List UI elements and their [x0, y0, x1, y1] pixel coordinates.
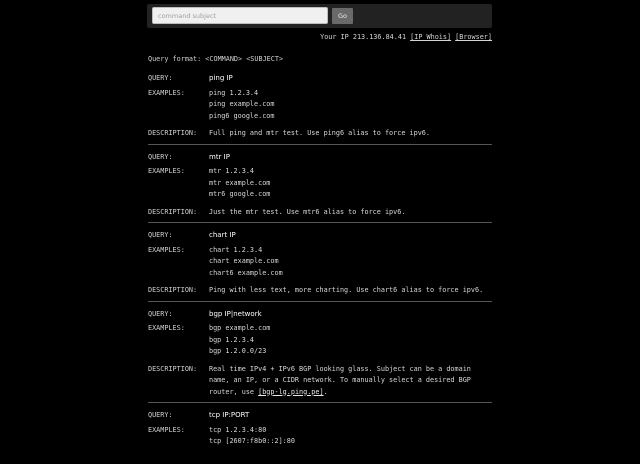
examples-label: EXAMPLES: [148, 88, 185, 97]
description-text: Full ping and mtr test. Use ping6 alias to force ipv6. [209, 129, 430, 137]
query-format-text: Query format: <COMMAND> <SUBJECT> [148, 55, 284, 63]
description-end: . [323, 387, 328, 396]
bgp-lg-link[interactable]: [bgp-lg.ping.pe] [258, 387, 324, 396]
description-text: Ping with less text, more charting. Use chart6 alias to force ipv6. [209, 286, 484, 294]
example-line: mtr example.com [209, 178, 271, 187]
example-line: mtr6 google.com [209, 190, 271, 198]
command-block-mtr [148, 151, 492, 224]
description-label: DESCRIPTION: [148, 286, 198, 294]
query-label: QUERY: [148, 74, 173, 82]
example-line: tcp [2607:f8b0::2]:80 [209, 437, 295, 445]
description-label: DESCRIPTION: [148, 129, 198, 137]
example-line: chart example.com [209, 257, 279, 265]
examples-list [209, 245, 492, 280]
examples-label: EXAMPLES: [148, 425, 185, 434]
query-value: ping IP [209, 74, 233, 82]
examples-list [209, 166, 492, 201]
command-block-tcp [148, 409, 492, 458]
example-line: ping 1.2.3.4 [209, 88, 259, 97]
example-line: mtr 1.2.3.4 [209, 167, 255, 175]
description-text: Just the mtr test. Use mtr6 alias to force ipv6. [209, 207, 406, 216]
example-line: tcp 1.2.3.4:80 [209, 425, 267, 434]
ip-whois-link[interactable]: [IP Whois] [410, 33, 452, 41]
example-line: bgp example.com [209, 324, 271, 332]
description-label: DESCRIPTION: [148, 207, 198, 216]
go-button[interactable]: Go [332, 8, 353, 24]
query-label: QUERY: [148, 411, 173, 419]
examples-list [209, 425, 492, 448]
query-value: mtr IP [209, 152, 230, 161]
command-block-ping [148, 72, 492, 145]
ip-address-text: Your IP 213.136.84.41 [320, 33, 407, 41]
query-label: QUERY: [148, 309, 173, 318]
description-text [209, 364, 492, 399]
query-value: chart IP [209, 231, 236, 239]
ip-info [320, 33, 492, 41]
description-label: DESCRIPTION: [148, 364, 198, 373]
command-block-chart [148, 229, 492, 302]
example-line: chart 1.2.3.4 [209, 245, 263, 254]
example-line: ping example.com [209, 100, 275, 108]
examples-label: EXAMPLES: [148, 324, 185, 332]
query-value: bgp IP|network [209, 309, 262, 318]
query-value: tcp IP:PORT [209, 411, 250, 419]
examples-label: EXAMPLES: [148, 167, 185, 175]
search-input[interactable] [152, 7, 328, 24]
example-line: bgp 1.2.3.4 [209, 335, 255, 344]
command-block-bgp [148, 308, 492, 404]
search-bar [147, 4, 492, 28]
browser-link[interactable]: [Browser] [455, 33, 492, 41]
example-line: ping6 google.com [209, 111, 275, 120]
examples-list [209, 323, 492, 358]
examples-label: EXAMPLES: [148, 245, 185, 254]
description-body: Real time IPv4 + IPv6 BGP looking glass. Subject can be a domain name, an IP, or a CIDR network. To manually select a desired BGP router, use [209, 364, 471, 396]
example-line: bgp 1.2.0.0/23 [209, 347, 267, 355]
example-line: chart6 example.com [209, 268, 283, 277]
query-label: QUERY: [148, 231, 173, 239]
query-label: QUERY: [148, 152, 173, 161]
examples-list [209, 88, 492, 123]
command-list [148, 72, 492, 464]
